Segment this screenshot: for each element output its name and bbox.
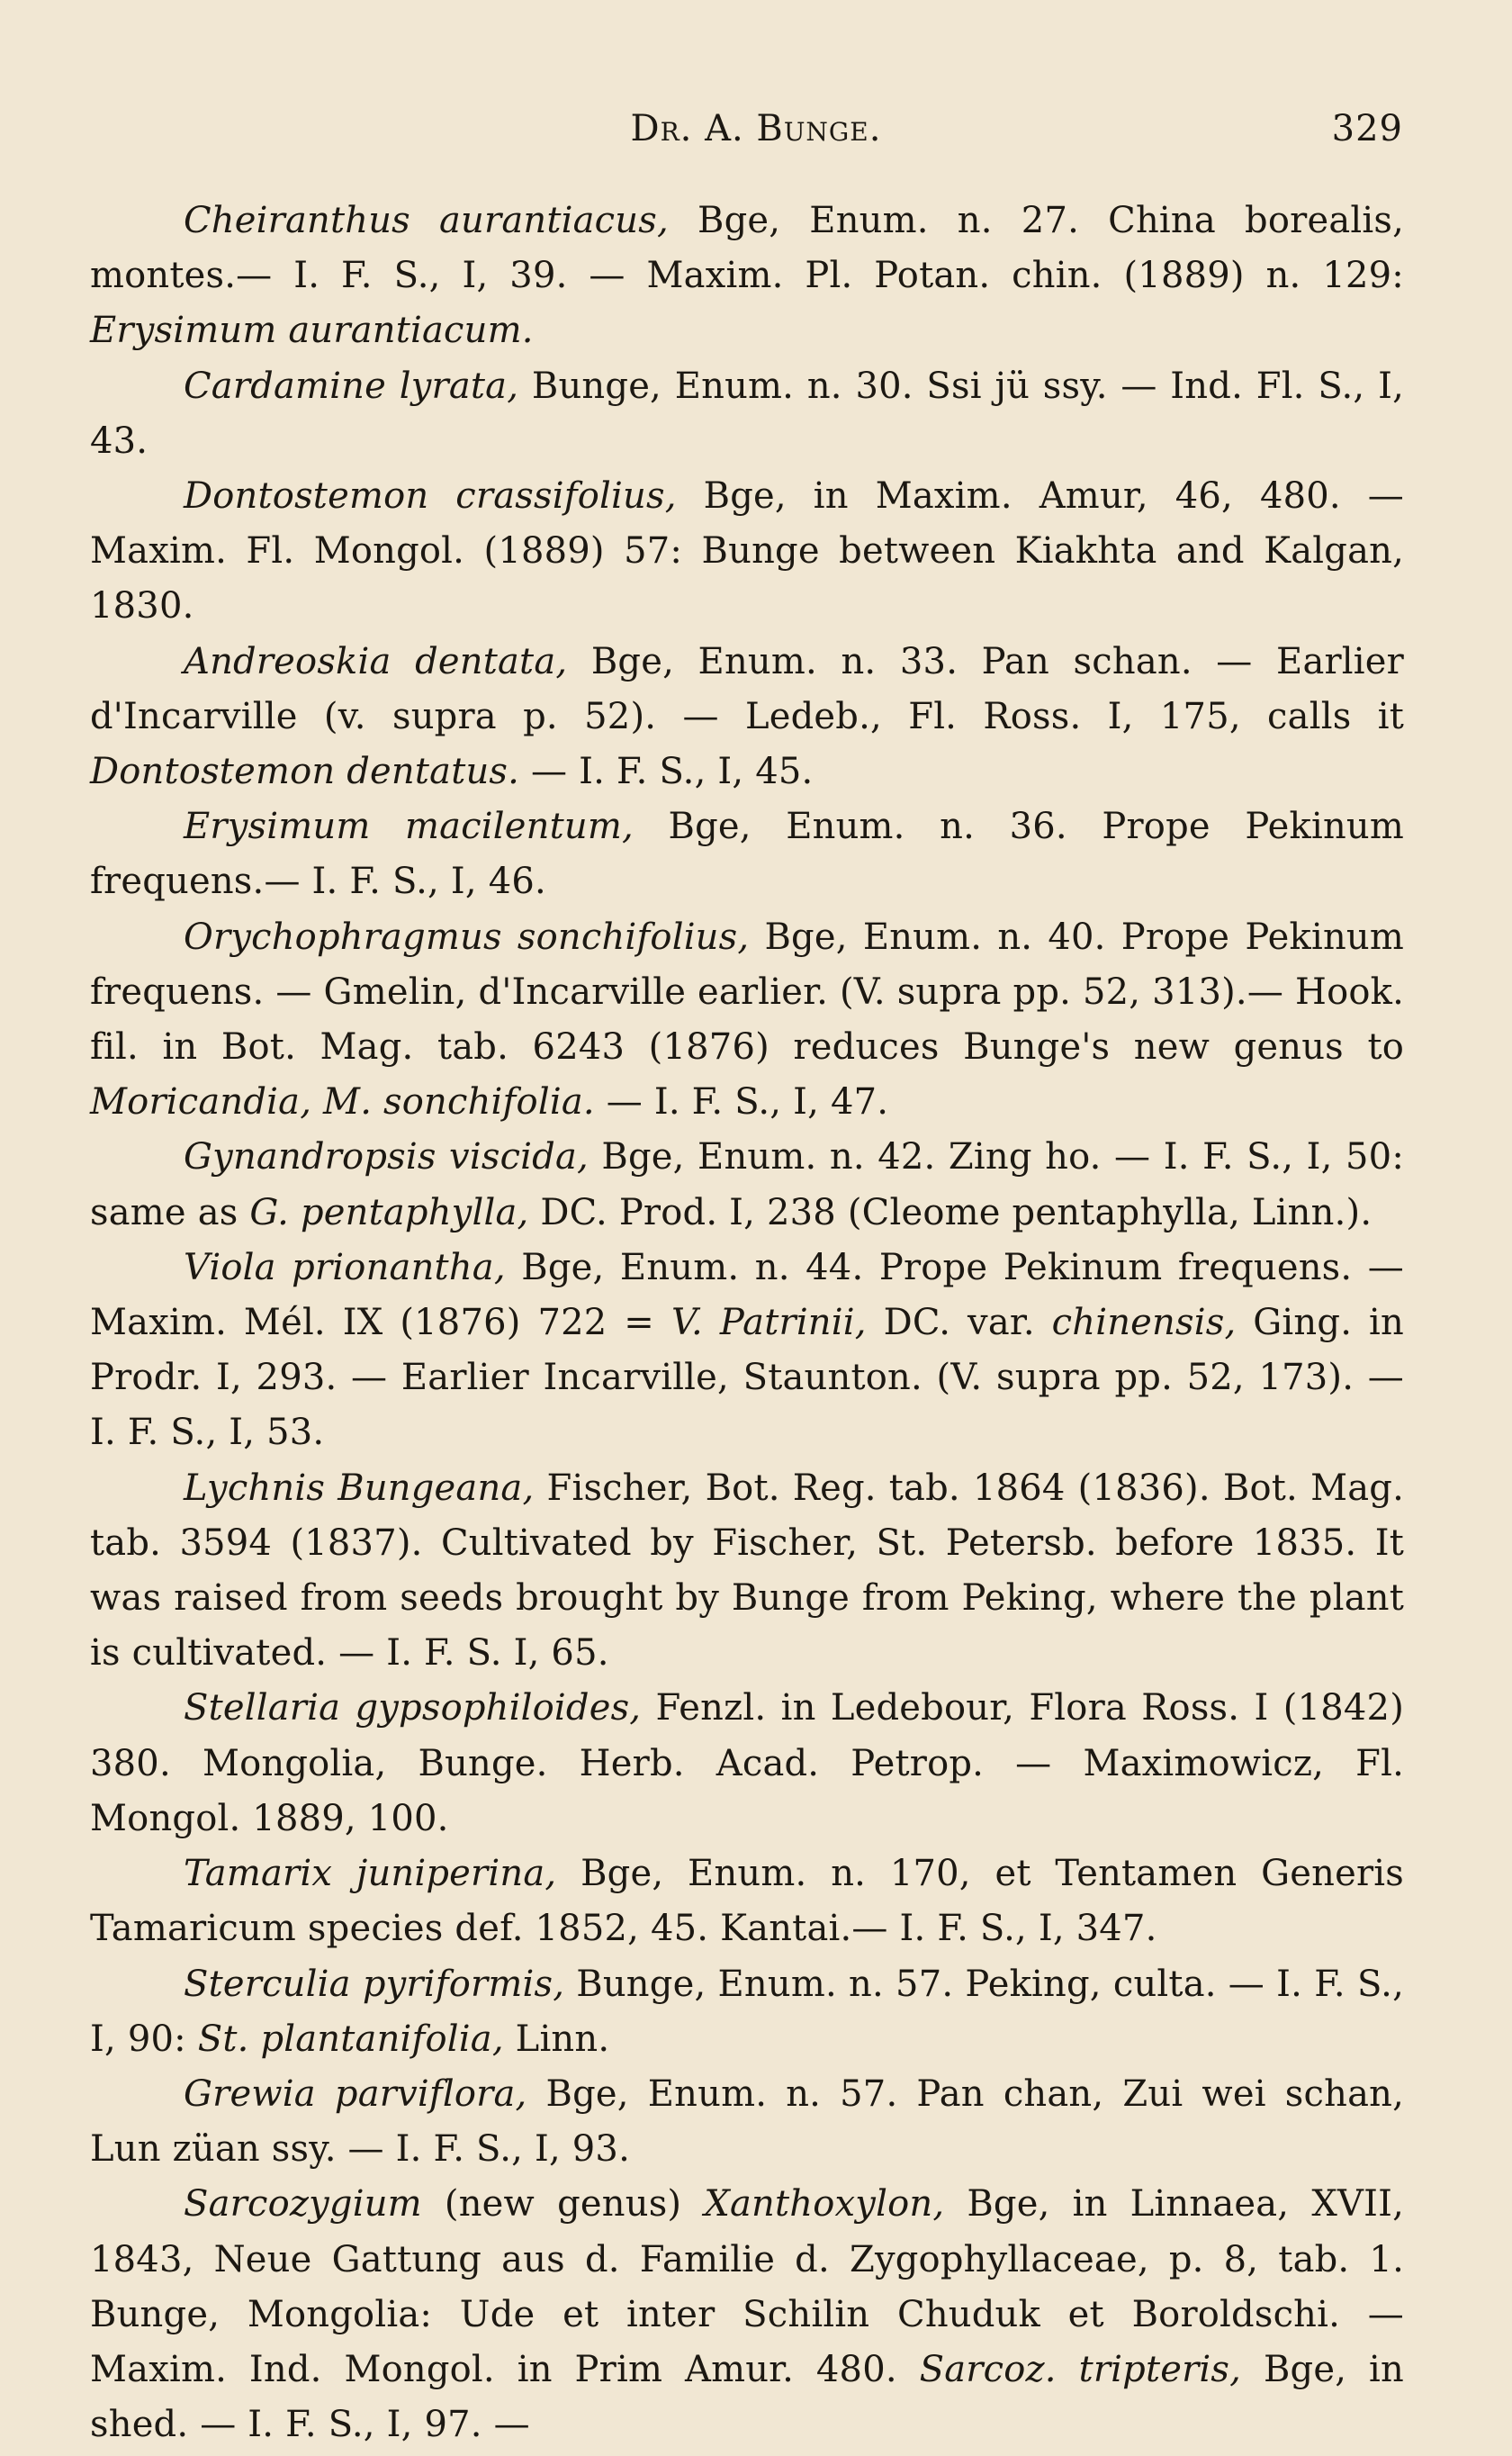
entry-text: Bunge, Enum. n. 30. Ssi jü ssy. — Ind. Fl. S., I, 43. [90,365,1405,462]
species-name: Xanthoxylon, [704,2183,945,2226]
botanical-entry [90,469,1404,635]
entry-text: Bge, Enum. n. 33. Pan schan. — Earlier d'Incarville (v. supra p. 52). — Ledeb., Fl. Ross. I, 175, calls it [90,640,1404,737]
botanical-entry [90,2177,1404,2452]
page-number: 329 [1331,108,1403,149]
entry-text: — I. F. S., I, 45. [519,751,814,793]
species-name: G. pentaphylla, [249,1191,529,1233]
entry-text: Fenzl. in Ledebour, Flora Ross. I (1842) 380. Mongolia, Bunge. Herb. Acad. Petrop. — Maximowicz, Fl. Mongol. 1889, 100. [90,1687,1405,1839]
botanical-entry [90,194,1404,359]
entry-text: Bge, Enum. n. 44. Prope Pekinum frequens. — Maxim. Mél. IX (1876) 722 = [90,1246,1405,1344]
species-name: Sarcoz. tripteris, [919,2348,1242,2390]
botanical-entry [90,1681,1404,1847]
entry-text: — I. F. S., I, 47. [594,1081,889,1124]
entry-text: Bge, Enum. n. 42. Zing ho. — I. F. S., I, 50: same as [90,1136,1404,1233]
botanical-entry [90,799,1404,909]
botanical-entry [90,1847,1404,1956]
species-name: Orychophragmus sonchifolius, [184,916,750,958]
species-name: Cheiranthus aurantiacus, [184,200,669,241]
species-name: Dontostemon dentatus. [90,751,520,793]
botanical-entry [90,910,1404,1131]
entry-text: Bunge, Enum. n. 57. Peking, culta. — I. F. S., I, 90: [90,1963,1404,2060]
entry-text: Bge, Enum. n. 27. China borealis, montes.— I. F. S., I, 39. — Maxim. Pl. Potan. chin. (1889) n. 129: [90,200,1404,297]
entry-text: (new genus) [421,2183,705,2226]
species-name: Andreoskia dentata, [184,640,568,682]
species-name: Sarcozygium [184,2183,422,2226]
species-name: V. Patrinii, [670,1302,867,1344]
species-name: St. plantanifolia, [197,2018,504,2060]
entry-text: Bge, Enum. n. 57. Pan chan, Zui wei schan, Lun züan ssy. — I. F. S., I, 93. [90,2072,1404,2171]
running-title: Dr. A. Bunge. [630,108,882,149]
species-name: Erysimum aurantiacum. [90,310,534,352]
species-name: Cardamine lyrata, [184,365,519,407]
botanical-entry [90,1241,1404,1461]
species-name: Stellaria gypsophiloides, [184,1687,642,1729]
page-header [0,108,1512,162]
species-name: Dontostemon crassifolius, [184,475,677,518]
species-name: Grewia parviflora, [184,2072,527,2115]
page-body [90,194,1404,2452]
botanical-entry [90,1461,1404,1682]
entry-text: Bge, Enum. n. 36. Prope Pekinum frequens.— I. F. S., I, 46. [90,806,1404,903]
entry-text: DC. var. [866,1302,1052,1344]
entry-text: DC. Prod. I, 238 (Cleome pentaphylla, Linn.). [528,1191,1372,1233]
entry-text: Bge, in Linnaea, XVII, 1843, Neue Gattung aus d. Familie d. Zygophyllaceae, p. 8, tab. 1. Bunge, Mongolia: Ude et inter Schilin Chuduk et Boroldschi. — Maxim. Ind. Mongol. in Prim Amur. 480. [90,2183,1404,2390]
species-name: chinensis, [1051,1302,1237,1344]
species-name: Moricandia, M. sonchifolia. [90,1081,595,1124]
entry-text: Ging. in Prodr. I, 293. — Earlier Incarville, Staunton. (V. supra pp. 52, 173). — I. F. S., I, 53. [90,1302,1404,1454]
botanical-entry [90,635,1404,800]
botanical-entry [90,1130,1404,1240]
botanical-entry [90,1957,1404,2067]
species-name: Viola prionantha, [184,1246,506,1288]
botanical-entry [90,359,1404,469]
species-name: Gynandropsis viscida, [184,1136,589,1178]
entry-text: Fischer, Bot. Reg. tab. 1864 (1836). Bot. Mag. tab. 3594 (1837). Cultivated by Fischer, St. Petersb. before 1835. It was raised from seeds brought by Bunge from Peking, where the plant is cultivated. — I. F. S. I, 65. [90,1467,1404,1675]
entry-text: Bge, in shed. — I. F. S., I, 97. — [90,2348,1404,2446]
species-name: Tamarix juniperina, [184,1853,557,1895]
species-name: Sterculia pyriformis, [184,1963,565,2005]
entry-text: Bge, Enum. n. 170, et Tentamen Generis Tamaricum species def. 1852, 45. Kantai.— I. F. S., I, 347. [90,1853,1405,1950]
species-name: Lychnis Bungeana, [184,1467,535,1509]
entry-text: Bge, Enum. n. 40. Prope Pekinum frequens. — Gmelin, d'Incarville earlier. (V. supra pp. 52, 313).— Hook. fil. in Bot. Mag. tab. 6243 (1876) reduces Bunge's new genus to [90,916,1404,1069]
species-name: Erysimum macilentum, [184,806,634,848]
botanical-entry [90,2067,1404,2177]
entry-text: Bge, in Maxim. Amur, 46, 480. — Maxim. Fl. Mongol. (1889) 57: Bunge between Kiakhta and Kalgan, 1830. [90,475,1404,628]
entry-text: Linn. [503,2018,610,2060]
